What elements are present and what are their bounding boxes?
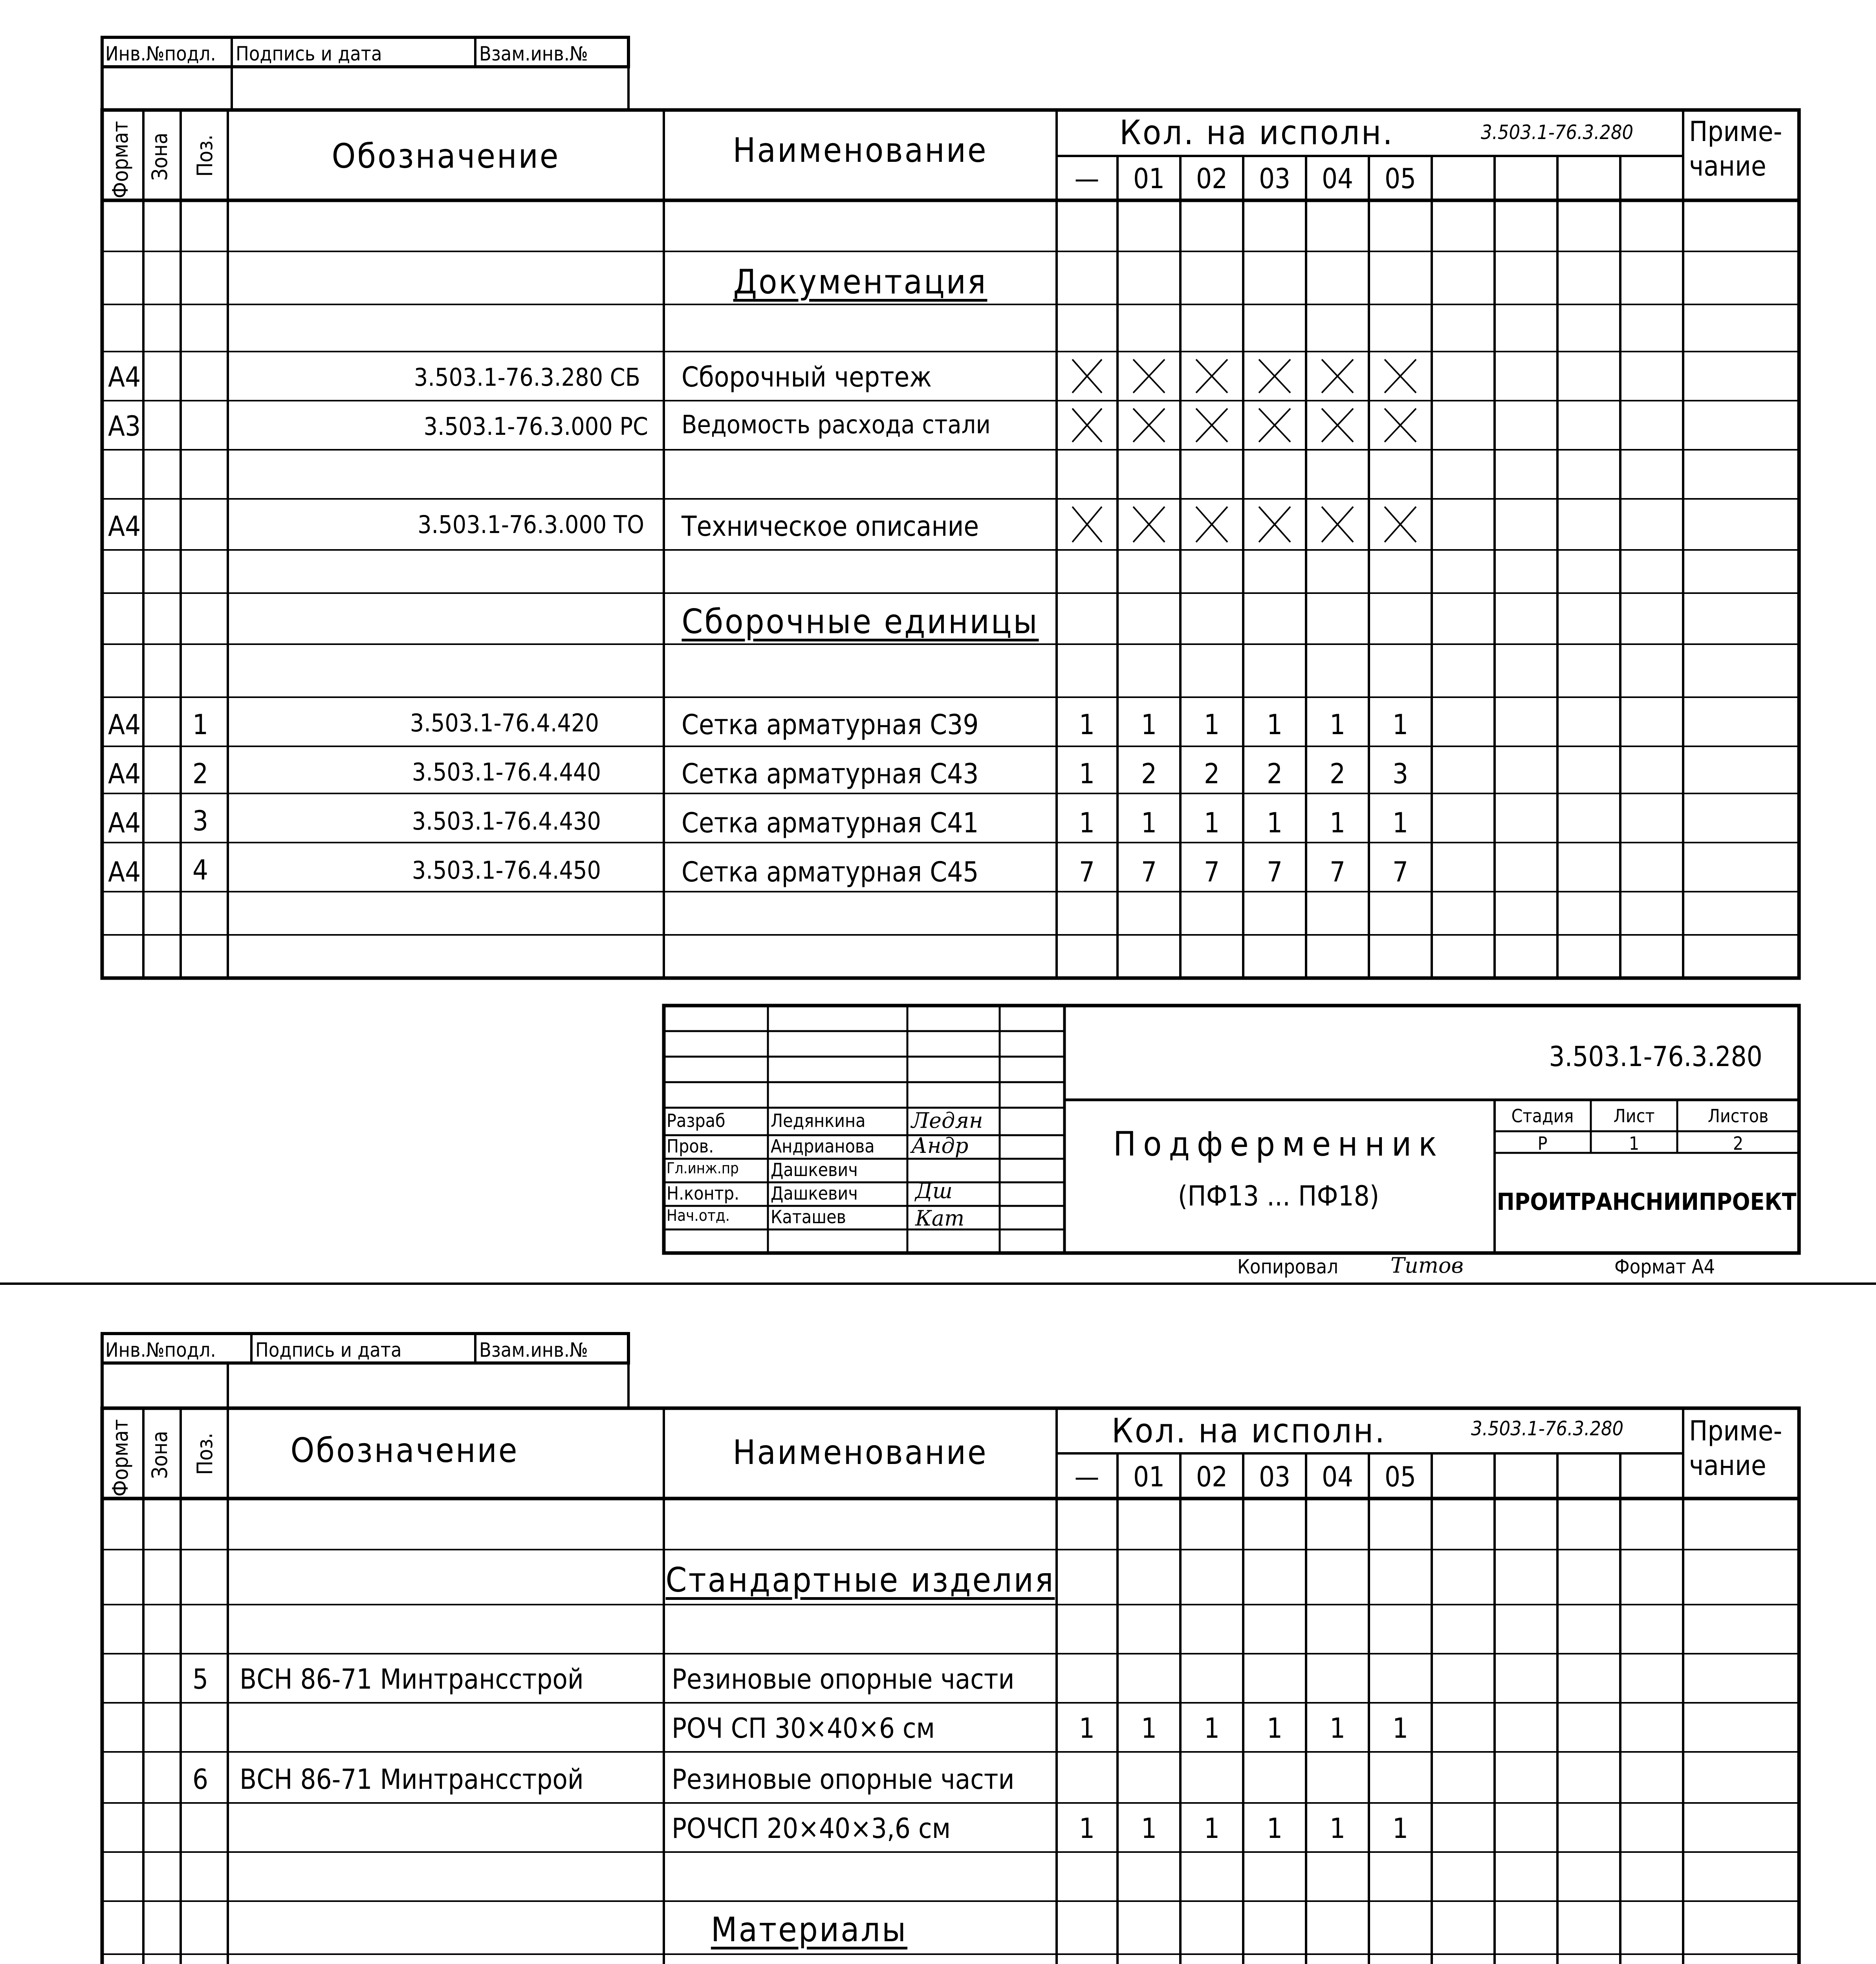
sheets-label: Листов <box>1707 1105 1769 1127</box>
copied-label: Копировал <box>1237 1255 1339 1278</box>
item-qty: 1 <box>1392 1812 1409 1845</box>
unit-qty: 7 <box>1079 856 1095 888</box>
stage-value: Р <box>1537 1133 1548 1154</box>
section-assembly-units: Сборочные единицы <box>682 602 1039 641</box>
unit-row-name: Сетка арматурная С45 <box>682 856 979 888</box>
unit-row-pos: 2 <box>192 758 209 790</box>
unit-row-name: Сетка арматурная С43 <box>682 758 979 790</box>
doc-row-format: А4 <box>108 361 141 393</box>
unit-row-format: А4 <box>108 758 141 790</box>
doc-row-designation: 3.503.1-76.3.000 ТО <box>418 510 644 539</box>
role-checker: Пров. <box>667 1136 714 1157</box>
unit-row-pos: 1 <box>192 709 209 741</box>
col-qty-doc: 3.503.1-76.3.280 <box>1481 121 1634 144</box>
unit-row-pos: 4 <box>192 854 209 886</box>
stamp-inv-label: Инв.№подл. <box>105 1339 216 1361</box>
unit-row-designation: 3.503.1-76.4.430 <box>412 807 601 835</box>
sheet-value: 1 <box>1629 1133 1640 1154</box>
item-qty: 1 <box>1079 1812 1095 1845</box>
unit-qty: 1 <box>1079 758 1095 790</box>
col-pos-header: Поз. <box>192 1433 217 1475</box>
title-subtitle: (ПФ13 ... ПФ18) <box>1178 1180 1380 1212</box>
unit-row-format: А4 <box>108 856 141 888</box>
col-note-header: Приме- чание <box>1689 115 1783 182</box>
variant-04: 04 <box>1321 1461 1354 1493</box>
doc-row-designation: 3.503.1-76.3.280 СБ <box>414 363 640 392</box>
unit-qty: 3 <box>1392 758 1409 790</box>
variant-04: 04 <box>1321 163 1354 195</box>
unit-row-designation: 3.503.1-76.4.450 <box>412 856 601 885</box>
unit-qty: 7 <box>1392 856 1409 888</box>
unit-qty: 2 <box>1266 758 1283 790</box>
unit-row-designation: 3.503.1-76.4.420 <box>410 709 599 737</box>
item-qty: 1 <box>1392 1712 1409 1744</box>
unit-row-name: Сетка арматурная С41 <box>682 807 979 839</box>
unit-qty: 1 <box>1204 709 1220 741</box>
variant-base: — <box>1074 163 1099 195</box>
col-zone-header: Зона <box>147 132 172 181</box>
item-name-spec: РОЧ СП 30×40×6 см <box>672 1712 935 1744</box>
name-dept-head: Каташев <box>771 1206 846 1228</box>
stamp-signature-label: Подпись и дата <box>236 42 382 65</box>
role-dept-head: Нач.отд. <box>667 1207 730 1225</box>
unit-qty: 7 <box>1141 856 1157 888</box>
sheet-label: Лист <box>1613 1105 1655 1127</box>
col-qty-doc: 3.503.1-76.3.280 <box>1471 1417 1624 1440</box>
unit-qty: 1 <box>1266 709 1283 741</box>
stamp-inv-label: Инв.№подл. <box>105 42 216 65</box>
unit-qty: 1 <box>1204 807 1220 839</box>
copied-signature: Титов <box>1391 1253 1464 1278</box>
variant-01: 01 <box>1133 1461 1165 1493</box>
doc-row-name: Техническое описание <box>682 510 979 542</box>
variant-05: 05 <box>1384 163 1416 195</box>
section-documentation: Документация <box>733 262 987 302</box>
item-qty: 1 <box>1266 1712 1283 1744</box>
item-pos: 6 <box>192 1763 209 1795</box>
unit-row-format: А4 <box>108 709 141 741</box>
item-qty: 1 <box>1204 1712 1220 1744</box>
role-chief-engineer: Гл.инж.пр <box>667 1160 739 1177</box>
col-note-header: Приме- чание <box>1689 1415 1783 1482</box>
doc-row-designation: 3.503.1-76.3.000 РС <box>423 412 648 441</box>
col-qty-header: Кол. на исполн. <box>1112 1411 1386 1451</box>
item-name-spec: РОЧСП 20×40×3,6 см <box>672 1812 951 1845</box>
signature-dept-head: Кат <box>915 1206 965 1231</box>
doc-row-format: А3 <box>108 410 141 442</box>
unit-row-designation: 3.503.1-76.4.440 <box>412 758 601 786</box>
signature-developer: Ледян <box>911 1108 983 1133</box>
unit-qty: 1 <box>1141 807 1157 839</box>
name-checker: Андрианова <box>771 1136 875 1157</box>
col-name-header: Наименование <box>733 131 988 170</box>
stamp-signature-label: Подпись и дата <box>255 1339 402 1361</box>
item-name: Резиновые опорные части <box>672 1763 1015 1795</box>
unit-qty: 2 <box>1204 758 1220 790</box>
doc-row-name: Ведомость расхода стали <box>682 410 991 440</box>
role-norm-control: Н.контр. <box>667 1183 740 1204</box>
item-qty: 1 <box>1329 1712 1346 1744</box>
variant-base: — <box>1074 1461 1099 1493</box>
doc-row-name: Сборочный чертеж <box>682 361 932 393</box>
item-designation: ВСН 86-71 Минтрансстрой <box>240 1763 584 1795</box>
section-standard-items: Стандартные изделия <box>665 1561 1055 1600</box>
name-chief-engineer: Дашкевич <box>771 1159 858 1180</box>
role-developer: Разраб <box>667 1110 725 1131</box>
item-name: Резиновые опорные части <box>672 1663 1015 1695</box>
col-name-header: Наименование <box>733 1433 988 1472</box>
unit-qty: 1 <box>1141 709 1157 741</box>
title-doc-number: 3.503.1-76.3.280 <box>1549 1041 1762 1073</box>
col-format-header: Формат <box>108 121 133 198</box>
col-designation-header: Обозначение <box>332 137 560 176</box>
title-name: Подферменник <box>1113 1125 1444 1164</box>
item-qty: 1 <box>1141 1812 1157 1845</box>
unit-qty: 1 <box>1079 709 1095 741</box>
unit-qty: 1 <box>1392 807 1409 839</box>
stamp-replace-label: Взам.инв.№ <box>479 42 588 65</box>
doc-row-format: А4 <box>108 510 141 542</box>
unit-qty: 2 <box>1141 758 1157 790</box>
organization: ПРОИТРАНСНИИПРОЕКТ <box>1497 1188 1797 1216</box>
unit-qty: 7 <box>1266 856 1283 888</box>
sheets-value: 2 <box>1733 1133 1744 1154</box>
unit-qty: 1 <box>1392 709 1409 741</box>
unit-row-name: Сетка арматурная С39 <box>682 709 979 741</box>
variant-03: 03 <box>1259 163 1291 195</box>
item-qty: 1 <box>1329 1812 1346 1845</box>
variant-02: 02 <box>1196 1461 1228 1493</box>
unit-qty: 1 <box>1079 807 1095 839</box>
variant-02: 02 <box>1196 163 1228 195</box>
variant-05: 05 <box>1384 1461 1416 1493</box>
col-zone-header: Зона <box>147 1431 172 1479</box>
item-qty: 1 <box>1266 1812 1283 1845</box>
name-norm-control: Дашкевич <box>771 1183 858 1204</box>
unit-row-format: А4 <box>108 807 141 839</box>
item-pos: 5 <box>192 1663 209 1695</box>
unit-qty: 2 <box>1329 758 1346 790</box>
variant-03: 03 <box>1259 1461 1291 1493</box>
col-designation-header: Обозначение <box>290 1431 519 1470</box>
unit-row-pos: 3 <box>192 805 209 837</box>
signature-checker: Андр <box>911 1133 969 1158</box>
unit-qty: 7 <box>1204 856 1220 888</box>
stamp-replace-label: Взам.инв.№ <box>479 1339 588 1361</box>
item-qty: 1 <box>1204 1812 1220 1845</box>
unit-qty: 1 <box>1329 709 1346 741</box>
col-qty-header: Кол. на исполн. <box>1119 113 1394 152</box>
variant-01: 01 <box>1133 163 1165 195</box>
item-qty: 1 <box>1079 1712 1095 1744</box>
item-designation: ВСН 86-71 Минтрансстрой <box>240 1663 584 1695</box>
col-format-header: Формат <box>108 1419 133 1497</box>
unit-qty: 1 <box>1266 807 1283 839</box>
section-materials: Материалы <box>711 1910 908 1949</box>
unit-qty: 7 <box>1329 856 1346 888</box>
col-pos-header: Поз. <box>192 134 217 177</box>
format-label: Формат А4 <box>1614 1255 1715 1278</box>
name-developer: Ледянкина <box>771 1110 866 1131</box>
item-qty: 1 <box>1141 1712 1157 1744</box>
signature-norm-control: Дш <box>915 1178 953 1203</box>
stage-label: Стадия <box>1511 1105 1574 1127</box>
unit-qty: 1 <box>1329 807 1346 839</box>
